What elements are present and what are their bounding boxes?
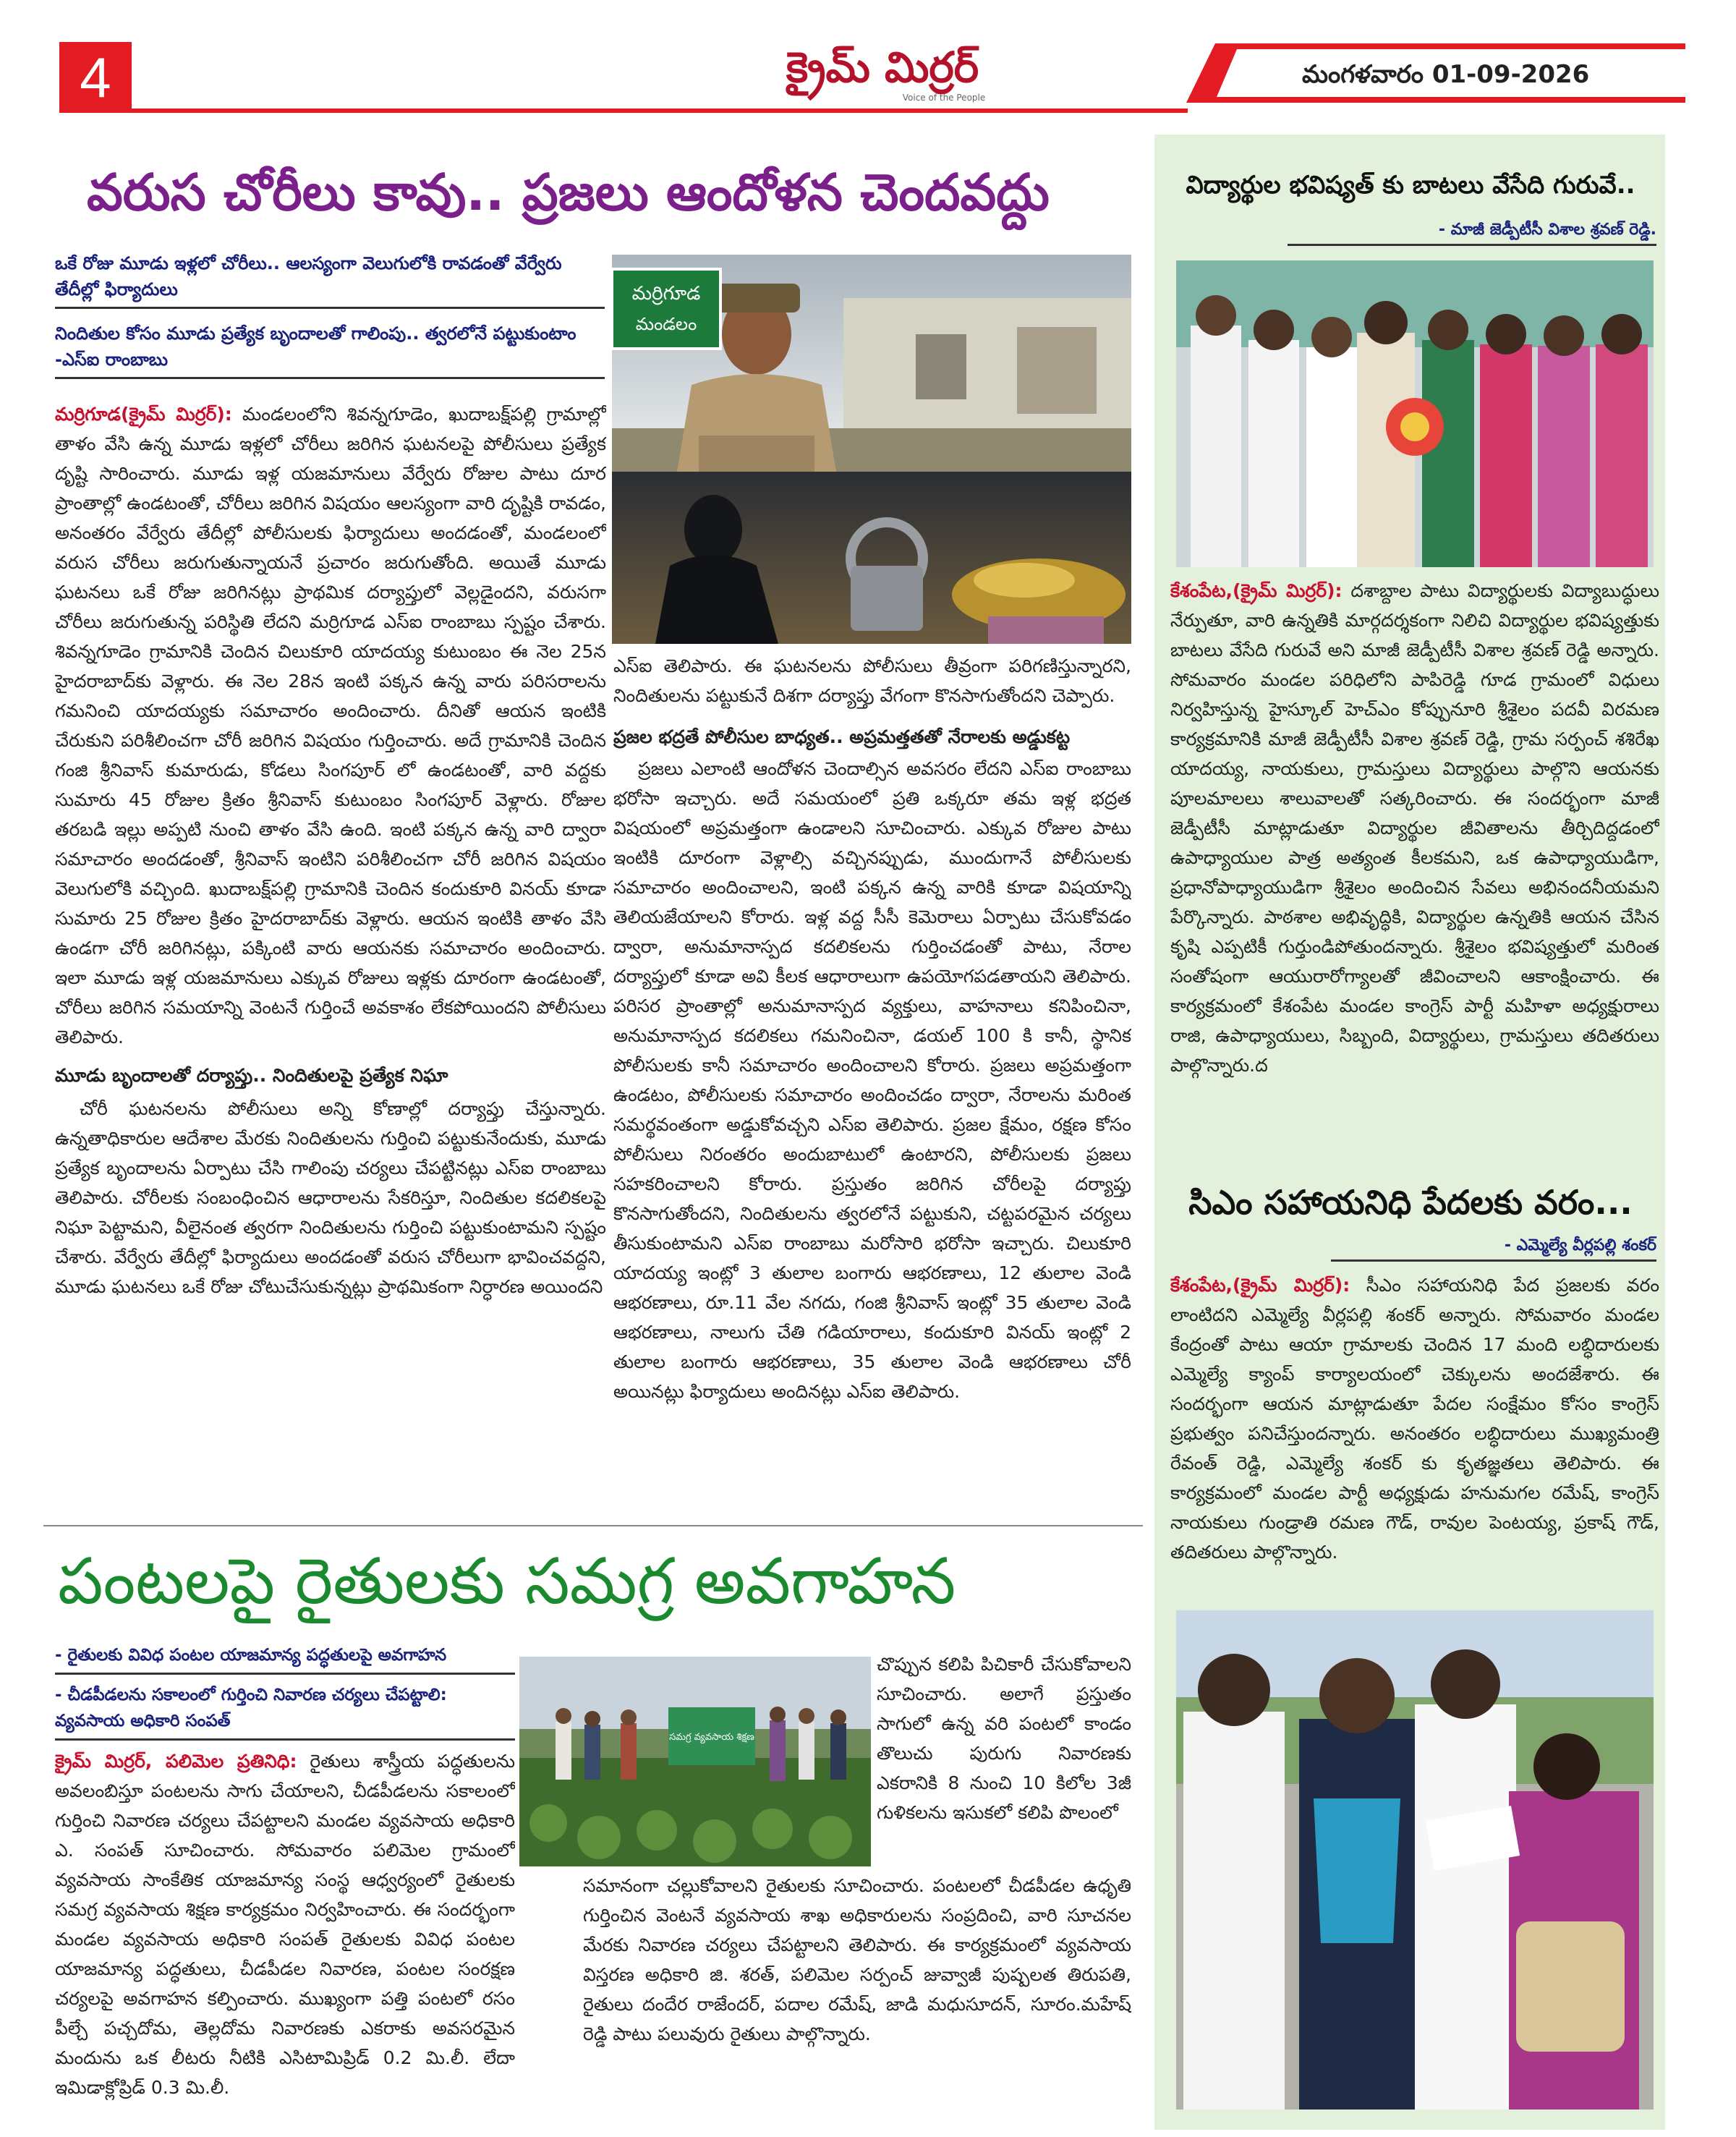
sidebar2-photo-art: [1176, 1610, 1654, 2110]
sidebar1-photo: [1176, 260, 1654, 567]
lead-subhead-1-text: ఒకే రోజు మూడు ఇళ్లలో చోరీలు.. ఆలస్యంగా వెలుగులోకి రావడంతో వేర్వేరు తేదీల్లో ఫిర్యాదులు: [55, 250, 605, 309]
farm-col2a: [877, 1649, 1131, 1866]
masthead-logo: [752, 42, 1013, 104]
sidebar1-dateline: కేశంపేట,(క్రైమ్ మిర్రర్):: [1170, 580, 1343, 601]
farm-headline: పంటలపై రైతులకు సమగ్ర అవగాహన: [58, 1544, 956, 1618]
sidebar2-photo: [1176, 1610, 1654, 2110]
sidebar2-byline: - ఎమ్మెల్యే వీర్లపల్లి శంకర్: [1331, 1233, 1656, 1262]
sidebar1-byline: - మాజీ జెడ్పీటీసీ విశాల శ్రవణ్ రెడ్డి.: [1288, 217, 1656, 246]
lead-col2-body2: ప్రజలు ఎలాంటి ఆందోళన చెందాల్సిన అవసరం లేదని ఎస్ఐ రాంబాబు భరోసా ఇచ్చారు. అదే సమయంలో ప్రతి ఒక్కరూ తమ ఇళ్ల భద్రత విషయంలో అప్రమత్తంగా ఉండాలని సూచించారు. ఎక్కువ రోజుల పాటు ఇంటికి దూరంగా వెళ్లాల్సి వచ్చినప్పుడు, ముందుగానే పోలీసులకు సమాచారం అందించాలని, ఇంటి పక్కన ఉన్న వారికి కూడా విషయాన్ని తెలియజేయాలని కోరారు. ఇళ్ల వద్ద సీసీ కెమెరాలు ఏర్పాటు చేసుకోవడం ద్వారా, అనుమానాస్పద కదలికలను గుర్తించడంతో పాటు, నేరాల దర్యాప్తులో కూడా అవి కీలక ఆధారాలుగా ఉపయోగపడతాయని తెలిపారు. పరిసర ప్రాంతాల్లో అనుమానాస్పద వ్యక్తులు, వాహనాలు కనిపించినా, అనుమానాస్పద కదలికలు గమనించినా, డయల్ 100 కి కానీ, స్థానిక పోలీసులకు కానీ సమాచారం అందించాలని కోరారు. ప్రజలు అప్రమత్తంగా ఉండటం, పోలీసులకు సమాచారం అందించడం ద్వారా, నేరాలను మరింత సమర్థవంతంగా అడ్డుకోవచ్చని ఎస్ఐ తెలిపారు. ప్రజల క్షేమం, రక్షణ కోసం పోలీసులు నిరంతరం అందుబాటులో ఉంటారని, పోలీసులకు ప్రజలు సహకరించాలని కోరారు. ప్రస్తుతం జరిగిన చోరీలపై దర్యాప్తు కొనసాగుతోందని, నిందితులను త్వరలోనే పట్టుకుని, చట్టపరమైన చర్యలు తీసుకుంటామని ఎస్ఐ రాంబాబు మరోసారి భరోసా ఇచ్చారు. చిలుకూరి యాదయ్య ఇంట్లో 3 తులాల బంగారు ఆభరణాలు, 12 తులాల వెండి ఆభరణాలు, రూ.11 వేల నగదు, గంజి శ్రీనివాస్ ఇంట్లో 35 తులాల వెండి ఆభరణాలు, నాలుగు చేతి గడియారాలు, కందుకూరి వినయ్ ఇంట్లో 2 తులాల బంగారు ఆభరణాలు, 35 తులాల వెండి ఆభరణాలు చోరీ అయినట్లు ఫిర్యాదులు అందినట్లు ఎస్ఐ తెలిపారు.: [613, 758, 1131, 1402]
lead-col1-body2: చోరీ ఘటనలను పోలీసులు అన్ని కోణాల్లో దర్యాప్తు చేస్తున్నారు. ఉన్నతాధికారుల ఆదేశాల మేరకు నిందితులను గుర్తించి పట్టుకునేందుకు, మూడు ప్రత్యేక బృందాలను ఏర్పాటు చేసి గాలింపు చర్యలు చేపట్టినట్లు ఎస్ఐ రాంబాబు తెలిపారు. చోరీలకు సంబంధించిన ఆధారాలను సేకరిస్తూ, నిందితుల కదలికలపై నిఘా పెట్టామని, వీలైనంత త్వరగా నిందితులను గుర్తించి పట్టుకుంటామని స్పష్టం చేశారు. వేర్వేరు తేదీల్లో ఫిర్యాదులు అందడంతో వరుస చోరీలుగా భావించవద్దని, మూడు ఘటనలు ఒకే రోజు చోటుచేసుకున్నట్లు ప్రాథమికంగా నిర్ధారణ అయిందని: [55, 1098, 606, 1297]
page-header: [0, 0, 1736, 116]
farm-sub-1: - రైతులకు వివిధ పంటల యాజమాన్య పద్ధతులపై అవగాహన: [55, 1642, 515, 1675]
farm-sub-2: - చీడపీడలను సకాలంలో గుర్తించి నివారణ చర్యలు చేపట్టాలి: వ్యవసాయ అధికారి సంపత్: [55, 1682, 515, 1741]
sidebar2-body: [1170, 1270, 1659, 1597]
page-number: 4: [59, 42, 132, 113]
farm-col1: [55, 1746, 515, 2127]
farm-photo-art: [519, 1657, 871, 1866]
farm-col2b: [583, 1871, 1131, 2117]
lead-col2: [613, 651, 1131, 1519]
lead-col1: [55, 399, 606, 1489]
lead-dateline: మర్రిగూడ(క్రైమ్ మిర్రర్):: [55, 404, 232, 425]
farm-photo: [519, 1657, 871, 1866]
lead-col2-body: ఎస్ఐ తెలిపారు. ఈ ఘటనలను పోలీసులు తీవ్రంగా పరిగణిస్తున్నారని, నిందితులను పట్టుకునే దిశగా దర్యాప్తు వేగంగా కొనసాగుతోందని చెప్పారు.: [613, 655, 1131, 706]
lead-col1-body: మండలంలోని శివన్నగూడెం, ఖుదాబక్ష్‌పల్లి గ్రామాల్లో తాళం వేసి ఉన్న మూడు ఇళ్లలో చోరీలు జరిగిన ఘటనలపై పోలీసులు ప్రత్యేక దృష్టి సారించారు. మూడు ఇళ్ల యజమానులు వేర్వేరు రోజుల పాటు దూర ప్రాంతాల్లో ఉండటంతో, చోరీలు జరిగిన విషయం ఆలస్యంగా వారి దృష్టికి రావడం, అనంతరం వేర్వేరు తేదీల్లో పోలీసులకు ఫిర్యాదులు అందడంతో, మండలంలో వరుస చోరీలు జరుగుతున్నాయనే ప్రచారం జరుగుతోంది. అయితే మూడు ఘటనలు ఒకే రోజు జరిగినట్లు ప్రాథమిక దర్యాప్తులో వెల్లడైందని, వరుసగా చోరీలు జరుగుతున్న పరిస్థితి లేదని మర్రిగూడ ఎస్ఐ రాంబాబు స్పష్టం చేశారు. శివన్నగూడెం గ్రామానికి చెందిన చిలుకూరి యాదయ్య కుటుంబం ఈ నెల 25న హైదరాబాద్‌కు వెళ్లారు. ఈ నెల 28న ఇంటి పక్కన ఉన్న వారు పరిసరాలను గమనించి యాదయ్యకు సమాచారం అందించారు. దీనితో ఆయన ఇంటికి చేరుకుని పరిశీలించగా చోరీ జరిగిన విషయం గుర్తించారు. అదే గ్రామానికి చెందిన గంజి శ్రీనివాస్ కుమారుడు, కోడలు సింగపూర్ లో ఉండటంతో, వారి వద్దకు సుమారు 45 రోజుల క్రితం శ్రీనివాస్ కుటుంబం సింగపూర్ వెళ్లారు. రోజుల తరబడి ఇల్లు అప్పటి నుంచి తాళం వేసి ఉంది. ఇంటి పక్కన ఉన్న వారి ద్వారా సమాచారం అందడంతో, శ్రీనివాస్ ఇంటిని పరిశీలించగా చోరీ జరిగిన విషయం వెలుగులోకి వచ్చింది. ఖుదాబక్ష్‌పల్లి గ్రామానికి చెందిన కందుకూరి వినయ్ కూడా సుమారు 25 రోజుల క్రితం హైదరాబాద్‌కు వెళ్లారు. ఆయన ఇంటికి తాళం వేసి ఉండగా చోరీ జరిగినట్లు, పక్కింటి వారు ఆయనకు సమాచారం అందించారు. ఇలా మూడు ఇళ్ల యజమానులు ఎక్కువ రోజులు ఇళ్లకు దూరంగా ఉండటంతో, చోరీలు జరిగిన సమయాన్ని వెంటనే గుర్తించే అవకాశం లేకపోయిందని పోలీసులు తెలిపారు.: [55, 404, 606, 1048]
lead-col1-subhead: మూడు బృందాలతో దర్యాప్తు.. నిందితులపై ప్రత్యేక నిఘా: [55, 1065, 448, 1086]
lead-photo-collage: [612, 255, 1131, 644]
farm-dateline: క్రైమ్ మిర్రర్, పలిమెల ప్రతినిధి:: [55, 1751, 297, 1772]
sidebar1-text: దశాబ్దాల పాటు విద్యార్థులకు విద్యాబుద్ధులు నేర్పుతూ, వారి ఉన్నతికి మార్గదర్శకంగా నిలిచి విద్యార్థుల భవిష్యత్తుకు బాటలు వేసేది గురువే అని మాజీ జెడ్పీటీసీ విశాల శ్రవణ్ రెడ్డి అన్నారు. సోమవారం మండల పరిధిలోని పాపిరెడ్డి గూడ గ్రామంలో విధులు నిర్వహిస్తున్న హైస్కూల్ హెచ్ఎం కోప్పునూరి శ్రీశైలం పదవీ విరమణ కార్యక్రమానికి మాజీ జెడ్పీటీసీ విశాల శ్రవణ్ రెడ్డి, గ్రామ సర్పంచ్ శశిరేఖ యాదయ్య, నాయకులు, గ్రామస్తులు విద్యార్థులు పాల్గొని ఆయనకు పూలమాలలు శాలువాలతో సత్కరించారు. ఈ సందర్భంగా మాజీ జెడ్పీటీసీ మాట్లాడుతూ విద్యార్థుల జీవితాలను తీర్చిదిద్దడంలో ఉపాధ్యాయుల పాత్ర అత్యంత కీలకమని, ఒక ఉపాధ్యాయుడిగా, ప్రధానోపాధ్యాయుడిగా శ్రీశైలం అందించిన సేవలు అభినందనీయమని పేర్కొన్నారు. పాఠశాల అభివృద్ధికి, విద్యార్థుల ఉన్నతికి ఆయన చేసిన కృషి ఎప్పటికీ గుర్తుండిపోతుందన్నారు. శ్రీశైలం భవిష్యత్తులో మరింత సంతోషంగా ఆయురారోగ్యాలతో జీవించాలని ఆకాంక్షించారు. ఈ కార్యక్రమంలో కేశంపేట మండల కాంగ్రెస్ పార్టీ మహిళా అధ్యక్షురాలు రాజి, ఉపాధ్యాయులు, సిబ్బంది, విద్యార్థులు, గ్రామస్తులు తదితరులు పాల్గొన్నారు.ద: [1170, 580, 1659, 1076]
sign-text-2: మండలం: [635, 314, 697, 334]
header-rule-left: [132, 109, 1188, 113]
sidebar2-dateline: కేశంపేట,(క్రైమ్ మిర్రర్):: [1170, 1275, 1350, 1296]
farm-col2b-body: సమానంగా చల్లుకోవాలని రైతులకు సూచించారు. పంటలలో చీడపీడల ఉధృతి గుర్తించిన వెంటనే వ్యవసాయ శాఖ అధికారులను సంప్రదించి, వారి సూచనల మేరకు నివారణ చర్యలు చేపట్టాలని తెలిపారు. ఈ కార్యక్రమంలో వ్యవసాయ విస్తరణ అధికారి జి. శరత్, పలిమెల సర్పంచ్ జువ్వాజీ పుష్పలత తిరుపతి, రైతులు దందేర రాజేందర్, పదాల రమేష్, జాడి మధుసూదన్, సూరం.మహేష్ రెడ్డి పాటు పలువురు రైతులు పాల్గొన్నారు.: [583, 1875, 1131, 2044]
farm-col1-body: రైతులు శాస్త్రీయ పద్ధతులను అవలంబిస్తూ పంటలను సాగు చేయాలని, చీడపీడలను సకాలంలో గుర్తించి నివారణ చర్యలు చేపట్టాలని మండల వ్యవసాయ అధికారి ఎ. సంపత్ సూచించారు. సోమవారం పలిమెల గ్రామంలో వ్యవసాయ సాంకేతిక యాజమాన్య సంస్థ ఆధ్వర్యంలో రైతులకు సమగ్ర వ్యవసాయ శిక్షణ కార్యక్రమం నిర్వహించారు. ఈ సందర్భంగా మండల వ్యవసాయ అధికారి సంపత్ రైతులకు వివిధ పంటల యాజమాన్య పద్ధతులు, చీడపీడల నివారణ, పంటల సంరక్షణ చర్యలపై అవగాహన కల్పించారు. ముఖ్యంగా పత్తి పంటలో రసం పీల్చే పచ్చదోమ, తెల్లదోమ నివారణకు ఎకరాకు అవసరమైన మందును ఒక లీటరు నీటికి ఎసిటామిప్రిడ్ 0.2 మి.లీ. లేదా ఇమిడాక్లోప్రిడ్ 0.3 మి.లీ.: [55, 1751, 515, 2098]
sidebar1-headline: విద్యార్థుల భవిష్యత్ కు బాటలు వేసేది గురువే..: [1186, 171, 1635, 200]
farm-col2a-body: చొప్పున కలిపి పిచికారీ చేసుకోవాలని సూచించారు. అలాగే ప్రస్తుతం సాగులో ఉన్న వరి పంటలో కాండం తొలుచు పురుగు నివారణకు ఎకరానికి 8 నుంచి 10 కిలోల 3జీ గుళికలను ఇసుకలో కలిపి పొలంలో: [877, 1654, 1131, 1823]
lead-headline: వరుస చోరీలు కావు.. ప్రజలు ఆందోళన చెందవద్దు: [87, 163, 1050, 222]
masthead-tagline: Voice of the People: [902, 93, 986, 103]
issue-date: మంగళవారం 01-09-2026: [1302, 60, 1590, 89]
lead-photo-art: [612, 255, 1131, 644]
lead-col2-subhead: ప్రజల భద్రతే పోలీసుల బాధ్యత.. అప్రమత్తతతో నేరాలకు అడ్డుకట్ట: [613, 726, 1071, 747]
sidebar1-photo-art: [1176, 260, 1654, 567]
sidebar1-body: [1170, 576, 1659, 1173]
farm-banner-text: సమగ్ర వ్యవసాయ శిక్షణ: [669, 1732, 754, 1743]
farm-subheads: [55, 1642, 515, 1741]
lead-subhead-1: [55, 250, 605, 379]
lead-bottom-rule: [43, 1525, 1143, 1526]
sign-text-1: మర్రిగూడ: [631, 283, 701, 305]
masthead-title: క్రైమ్ మిర్రర్: [786, 43, 979, 92]
sidebar2-text: సీఎం సహాయనిధి పేద ప్రజలకు వరం లాంటిదని ఎమ్మెల్యే వీర్లపల్లి శంకర్ అన్నారు. సోమవారం మండల కేంద్రంతో పాటు ఆయా గ్రామాలకు చెందిన 17 మంది లబ్ధిదారులకు ఎమ్మెల్యే క్యాంప్ కార్యాలయంలో చెక్కులను అందజేశారు. ఈ సందర్భంగా ఆయన మాట్లాడుతూ పేదల సంక్షేమం కోసం కాంగ్రెస్ ప్రభుత్వం పనిచేస్తుందన్నారు. అనంతరం లబ్ధిదారులు ముఖ్యమంత్రి రేవంత్ రెడ్డి, ఎమ్మెల్యే శంకర్ కు కృతజ్ఞతలు తెలిపారు. ఈ కార్యక్రమంలో మండల పార్టీ అధ్యక్షుడు హనుమగల రమేష్, కాంగ్రెస్ నాయకులు గుండ్రాతి రమణ గౌడ్, రావుల పెంటయ్య, ప్రకాష్ గౌడ్, తదితరులు పాల్గొన్నారు.: [1170, 1275, 1659, 1563]
sidebar2-headline: సిఎం సహాయనిధి పేదలకు వరం...: [1188, 1183, 1633, 1222]
lead-subhead-2-text: నిందితుల కోసం మూడు ప్రత్యేక బృందాలతో గాలింపు.. త్వరలోనే పట్టుకుంటాం -ఎస్ఐ రాంబాబు: [55, 320, 605, 379]
